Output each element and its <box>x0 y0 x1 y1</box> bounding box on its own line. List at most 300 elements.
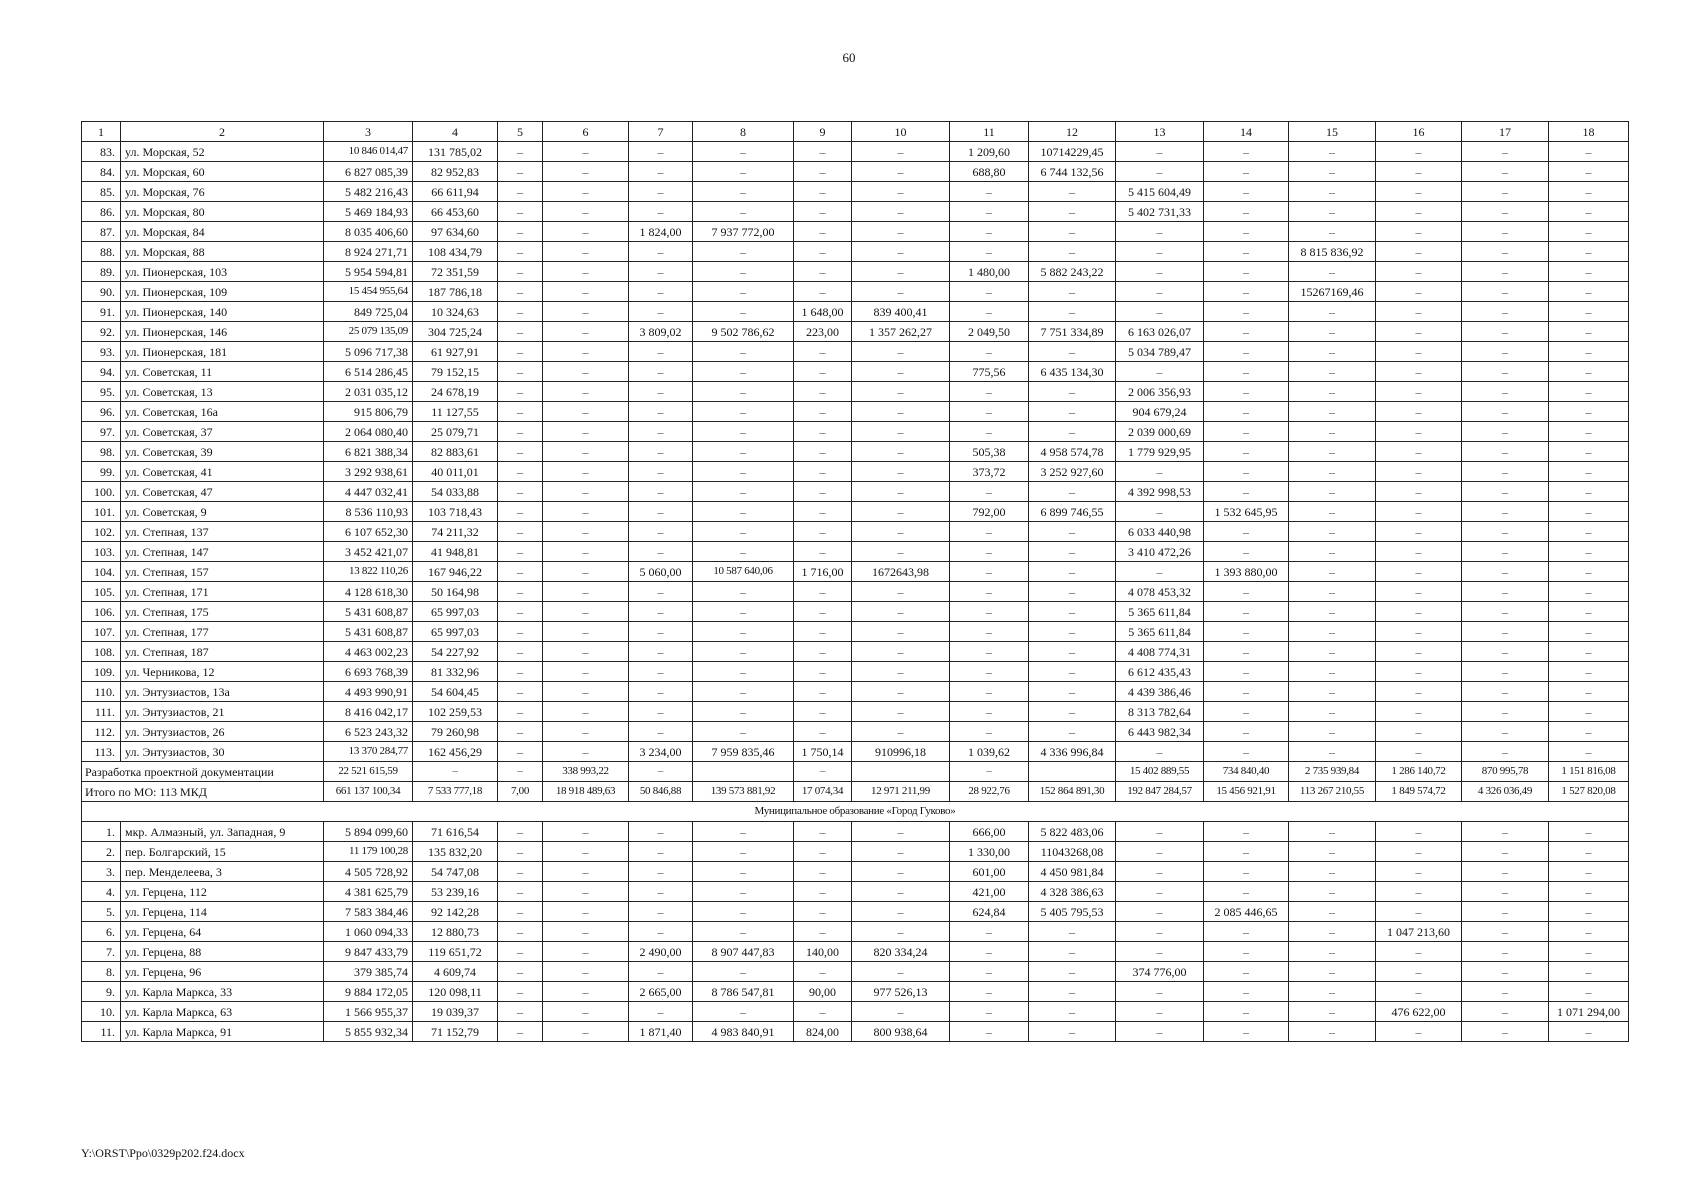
table-cell: 3 452 421,07 <box>324 542 413 562</box>
table-cell: 2 039 000,69 <box>1116 422 1204 442</box>
table-cell: – <box>1116 462 1204 482</box>
table-cell: – <box>1376 162 1462 182</box>
table-cell: – <box>1376 302 1462 322</box>
table-cell: – <box>1462 642 1549 662</box>
table-cell: – <box>1289 922 1376 942</box>
table-cell: – <box>1462 862 1549 882</box>
table-cell: – <box>1204 382 1289 402</box>
table-cell: 2 735 939,84 <box>1289 762 1376 782</box>
table-cell: – <box>1376 382 1462 402</box>
table-cell: – <box>498 562 543 582</box>
table-cell: 223,00 <box>794 322 852 342</box>
table-cell: 4. <box>82 882 121 902</box>
table-cell: – <box>1549 502 1629 522</box>
table-cell: – <box>852 262 950 282</box>
table-cell: 624,84 <box>950 902 1029 922</box>
table-cell: – <box>543 302 629 322</box>
table-cell: – <box>1204 482 1289 502</box>
table-cell: – <box>1549 842 1629 862</box>
table-cell: – <box>1116 262 1204 282</box>
table-cell: – <box>543 342 629 362</box>
table-cell: 4 <box>413 122 498 142</box>
table-row <box>82 682 1629 702</box>
table-cell: – <box>1376 482 1462 502</box>
table-cell: – <box>543 642 629 662</box>
table-cell: – <box>1549 822 1629 842</box>
table-cell: 8 <box>693 122 794 142</box>
table-cell: – <box>1376 522 1462 542</box>
table-cell: – <box>498 842 543 862</box>
table-cell: – <box>1549 542 1629 562</box>
table-cell: – <box>1376 362 1462 382</box>
column-number-row <box>82 122 1629 142</box>
table-cell: – <box>1289 302 1376 322</box>
table-row <box>82 322 1629 342</box>
table-cell: – <box>1204 662 1289 682</box>
table-cell: 6 443 982,34 <box>1116 722 1204 742</box>
table-cell: – <box>629 262 693 282</box>
table-cell: – <box>1376 202 1462 222</box>
table-cell: – <box>794 902 852 922</box>
table-cell: – <box>1289 662 1376 682</box>
table-cell: 10714229,45 <box>1029 142 1116 162</box>
table-cell: ул. Карла Маркса, 33 <box>121 982 324 1002</box>
table-cell: – <box>629 202 693 222</box>
table-cell: 8 035 406,60 <box>324 222 413 242</box>
table-cell: 792,00 <box>950 502 1029 522</box>
table-cell: 9. <box>82 982 121 1002</box>
table-cell: – <box>1376 502 1462 522</box>
table-cell: 81 332,96 <box>413 662 498 682</box>
table-cell: – <box>852 442 950 462</box>
table-cell: ул. Карла Маркса, 91 <box>121 1022 324 1042</box>
table-cell: 1 527 820,08 <box>1549 782 1629 802</box>
table-cell: 5 365 611,84 <box>1116 602 1204 622</box>
table-cell: ул. Степная, 187 <box>121 642 324 662</box>
table-cell: – <box>1462 902 1549 922</box>
table-cell: 12 880,73 <box>413 922 498 942</box>
table-cell: – <box>1029 602 1116 622</box>
table-cell: – <box>1204 402 1289 422</box>
table-cell: – <box>543 202 629 222</box>
table-cell: – <box>1289 502 1376 522</box>
table-cell: – <box>1289 562 1376 582</box>
table-cell: – <box>1462 142 1549 162</box>
table-cell: – <box>794 502 852 522</box>
table-cell: ул. Морская, 80 <box>121 202 324 222</box>
table-cell: 152 864 891,30 <box>1029 782 1116 802</box>
table-cell: – <box>1204 622 1289 642</box>
table-cell: 688,80 <box>950 162 1029 182</box>
table-cell: 7,00 <box>498 782 543 802</box>
table-cell: – <box>1289 982 1376 1002</box>
table-cell: – <box>1204 822 1289 842</box>
total-row <box>82 782 1629 802</box>
table-cell: – <box>629 662 693 682</box>
table-cell: 61 927,91 <box>413 342 498 362</box>
table-cell: 6 827 085,39 <box>324 162 413 182</box>
table-cell: – <box>1289 342 1376 362</box>
table-cell: 9 884 172,05 <box>324 982 413 1002</box>
table-cell: – <box>1462 182 1549 202</box>
table-cell: 2. <box>82 842 121 862</box>
table-cell: 8 786 547,81 <box>693 982 794 1002</box>
table-cell: – <box>1116 862 1204 882</box>
table-cell: – <box>629 342 693 362</box>
table-cell: – <box>1029 962 1116 982</box>
table-cell: – <box>1376 622 1462 642</box>
table-cell: – <box>693 422 794 442</box>
table-cell: – <box>1289 642 1376 662</box>
table-cell: – <box>498 462 543 482</box>
table-cell: – <box>1289 622 1376 642</box>
table-cell: – <box>1549 462 1629 482</box>
table-cell: ул. Советская, 13 <box>121 382 324 402</box>
table-cell: – <box>950 242 1029 262</box>
table-cell: 24 678,19 <box>413 382 498 402</box>
table-cell: – <box>1549 1022 1629 1042</box>
table-cell: – <box>498 322 543 342</box>
table-cell: 4 392 998,53 <box>1116 482 1204 502</box>
table-cell: – <box>1116 742 1204 762</box>
table-row <box>82 362 1629 382</box>
table-cell: – <box>543 422 629 442</box>
table-cell: – <box>1116 822 1204 842</box>
table-cell: – <box>852 382 950 402</box>
table-cell: 22 521 615,59 <box>324 762 413 782</box>
table-cell: – <box>852 242 950 262</box>
table-cell: – <box>1204 682 1289 702</box>
table-cell: 13 822 110,26 <box>324 562 413 582</box>
table-cell: 800 938,64 <box>852 1022 950 1042</box>
table-cell: – <box>1462 622 1549 642</box>
table-cell: 5 034 789,47 <box>1116 342 1204 362</box>
table-cell: 53 239,16 <box>413 882 498 902</box>
table-cell: – <box>1462 382 1549 402</box>
table-cell: – <box>1116 982 1204 1002</box>
table-cell: – <box>1549 482 1629 502</box>
table-cell: – <box>1029 982 1116 1002</box>
table-row <box>82 422 1629 442</box>
table-cell: 1 047 213,60 <box>1376 922 1462 942</box>
table-row <box>82 342 1629 362</box>
table-cell: 50 846,88 <box>629 782 693 802</box>
table-cell: – <box>498 1002 543 1022</box>
table-cell: 6 163 026,07 <box>1116 322 1204 342</box>
table-cell: – <box>1204 1022 1289 1042</box>
table-cell: 11 179 100,28 <box>324 842 413 862</box>
table-cell: – <box>950 582 1029 602</box>
table-cell: – <box>1204 342 1289 362</box>
table-cell: – <box>794 1002 852 1022</box>
table-cell: – <box>1029 282 1116 302</box>
table-cell: – <box>629 282 693 302</box>
table-cell: – <box>794 242 852 262</box>
table-cell: – <box>498 502 543 522</box>
table-cell: – <box>693 642 794 662</box>
table-cell: ул. Энтузиастов, 21 <box>121 702 324 722</box>
table-cell: – <box>498 442 543 462</box>
table-cell: 5 402 731,33 <box>1116 202 1204 222</box>
table-cell: – <box>498 642 543 662</box>
table-cell: 103 718,43 <box>413 502 498 522</box>
table-cell: – <box>543 982 629 1002</box>
table-cell: 1 357 262,27 <box>852 322 950 342</box>
table-cell: – <box>794 642 852 662</box>
table-cell: – <box>543 402 629 422</box>
table-cell: – <box>1462 1002 1549 1022</box>
table-cell: 4 958 574,78 <box>1029 442 1116 462</box>
table-cell: 6 821 388,34 <box>324 442 413 462</box>
table-cell: 10 587 640,06 <box>693 562 794 582</box>
table-cell: – <box>1289 162 1376 182</box>
table-cell: – <box>1376 562 1462 582</box>
table-cell: – <box>629 542 693 562</box>
table-cell: 18 <box>1549 122 1629 142</box>
table-cell: 98. <box>82 442 121 462</box>
table-cell: 5 431 608,87 <box>324 602 413 622</box>
table-row <box>82 962 1629 982</box>
table-cell: – <box>543 882 629 902</box>
table-cell: – <box>1029 402 1116 422</box>
table-cell: – <box>1462 262 1549 282</box>
table-cell: – <box>1549 882 1629 902</box>
table-cell: – <box>852 902 950 922</box>
table-cell: – <box>1289 142 1376 162</box>
table-cell: 16 <box>1376 122 1462 142</box>
table-cell: – <box>794 542 852 562</box>
table-cell: 102 259,53 <box>413 702 498 722</box>
table-cell: – <box>1549 662 1629 682</box>
table-cell: – <box>1549 322 1629 342</box>
table-cell: ул. Энтузиастов, 26 <box>121 722 324 742</box>
table-cell: – <box>1289 482 1376 502</box>
table-cell: – <box>543 582 629 602</box>
table-cell: 104. <box>82 562 121 582</box>
table-cell: 379 385,74 <box>324 962 413 982</box>
table-cell: – <box>1204 142 1289 162</box>
table-cell: – <box>498 262 543 282</box>
table-cell: – <box>1204 522 1289 542</box>
table-cell: 1 209,60 <box>950 142 1029 162</box>
table-cell: – <box>1462 602 1549 622</box>
table-cell: – <box>1462 282 1549 302</box>
table-cell: 601,00 <box>950 862 1029 882</box>
table-cell: – <box>852 182 950 202</box>
table-cell: – <box>950 682 1029 702</box>
table-cell: – <box>852 862 950 882</box>
table-row <box>82 642 1629 662</box>
table-cell: ул. Морская, 60 <box>121 162 324 182</box>
table-row <box>82 742 1629 762</box>
table-cell: 9 <box>794 122 852 142</box>
table-cell: – <box>629 502 693 522</box>
table-cell: 5 855 932,34 <box>324 1022 413 1042</box>
table-cell: – <box>1289 842 1376 862</box>
table-row <box>82 662 1629 682</box>
table-cell: – <box>1549 382 1629 402</box>
table-cell: 82 883,61 <box>413 442 498 462</box>
table-cell: ул. Морская, 84 <box>121 222 324 242</box>
table-cell: – <box>1462 322 1549 342</box>
table-cell: – <box>693 882 794 902</box>
table-cell: 100. <box>82 482 121 502</box>
table-cell: – <box>693 862 794 882</box>
table-cell: – <box>1116 362 1204 382</box>
table-cell: – <box>543 602 629 622</box>
table-cell: 5 822 483,06 <box>1029 822 1116 842</box>
table-cell: – <box>1549 242 1629 262</box>
table-cell: 6 612 435,43 <box>1116 662 1204 682</box>
table-row <box>82 482 1629 502</box>
table-cell: 7 583 384,46 <box>324 902 413 922</box>
table-cell: – <box>794 822 852 842</box>
table-cell: 10 846 014,47 <box>324 142 413 162</box>
table-cell: 8 313 782,64 <box>1116 702 1204 722</box>
table-cell: 839 400,41 <box>852 302 950 322</box>
table-cell: – <box>693 262 794 282</box>
table-cell: 666,00 <box>950 822 1029 842</box>
table-row <box>82 722 1629 742</box>
table-cell: – <box>1289 442 1376 462</box>
table-cell: – <box>629 602 693 622</box>
table-cell: – <box>498 382 543 402</box>
table-cell: ул. Герцена, 64 <box>121 922 324 942</box>
table-cell: – <box>1376 402 1462 422</box>
table-cell: 74 211,32 <box>413 522 498 542</box>
table-cell: – <box>1204 962 1289 982</box>
table-cell: – <box>950 482 1029 502</box>
table-cell: 3 809,02 <box>629 322 693 342</box>
table-cell: 3 252 927,60 <box>1029 462 1116 482</box>
table-cell: – <box>1289 522 1376 542</box>
table-cell: 139 573 881,92 <box>693 782 794 802</box>
table-cell: – <box>1204 882 1289 902</box>
table-cell: – <box>950 182 1029 202</box>
table-cell: – <box>950 922 1029 942</box>
table-cell: – <box>1289 362 1376 382</box>
table-row <box>82 262 1629 282</box>
table-cell: – <box>543 622 629 642</box>
table-cell: ул. Пионерская, 103 <box>121 262 324 282</box>
table-cell: – <box>498 902 543 922</box>
table-cell: 167 946,22 <box>413 562 498 582</box>
table-cell: – <box>852 402 950 422</box>
table-cell: – <box>543 322 629 342</box>
table-cell: – <box>1204 642 1289 662</box>
table-row <box>82 562 1629 582</box>
table-cell: – <box>1289 962 1376 982</box>
table-cell: 25 079 135,09 <box>324 322 413 342</box>
table-cell: – <box>1029 422 1116 442</box>
table-row <box>82 522 1629 542</box>
table-row <box>82 602 1629 622</box>
table-cell: 1 480,00 <box>950 262 1029 282</box>
table-cell: – <box>1462 882 1549 902</box>
table-cell: – <box>543 722 629 742</box>
table-cell: – <box>794 922 852 942</box>
table-cell: 661 137 100,34 <box>324 782 413 802</box>
table-cell: 107. <box>82 622 121 642</box>
table-cell: 4 328 386,63 <box>1029 882 1116 902</box>
table-cell: 54 227,92 <box>413 642 498 662</box>
table-cell: – <box>498 982 543 1002</box>
table-cell <box>1029 762 1116 782</box>
table-cell: – <box>543 542 629 562</box>
table-cell: – <box>1289 182 1376 202</box>
table-cell: – <box>1376 822 1462 842</box>
table-cell: – <box>950 422 1029 442</box>
table-cell: – <box>852 662 950 682</box>
table-cell: – <box>1029 382 1116 402</box>
table-cell: – <box>1549 902 1629 922</box>
table-cell: – <box>693 182 794 202</box>
table-cell: – <box>629 962 693 982</box>
section-header-row <box>82 802 1629 822</box>
table-cell: – <box>794 262 852 282</box>
table-cell: – <box>498 242 543 262</box>
table-cell: 1 750,14 <box>794 742 852 762</box>
table-cell: 904 679,24 <box>1116 402 1204 422</box>
table-cell: 1 648,00 <box>794 302 852 322</box>
table-cell: – <box>1029 722 1116 742</box>
table-cell: 12 <box>1029 122 1116 142</box>
table-cell: 915 806,79 <box>324 402 413 422</box>
table-row <box>82 182 1629 202</box>
table-cell: – <box>1376 882 1462 902</box>
table-cell: 5 894 099,60 <box>324 822 413 842</box>
table-cell: – <box>543 262 629 282</box>
table-cell: – <box>1204 162 1289 182</box>
table-cell: – <box>1549 982 1629 1002</box>
table-cell: – <box>413 762 498 782</box>
table-cell: – <box>498 162 543 182</box>
table-cell: – <box>1029 342 1116 362</box>
table-cell: – <box>1376 742 1462 762</box>
table-cell: – <box>1549 402 1629 422</box>
table-cell: – <box>1462 1022 1549 1042</box>
table-cell: 54 033,88 <box>413 482 498 502</box>
table-cell: – <box>629 922 693 942</box>
table-cell: – <box>1549 962 1629 982</box>
table-cell: – <box>629 362 693 382</box>
table-cell: – <box>852 542 950 562</box>
table-cell: – <box>1204 982 1289 1002</box>
table-cell: ул. Черникова, 12 <box>121 662 324 682</box>
table-cell: 849 725,04 <box>324 302 413 322</box>
table-cell: – <box>794 702 852 722</box>
table-cell: – <box>543 502 629 522</box>
table-cell: – <box>1029 682 1116 702</box>
table-row <box>82 842 1629 862</box>
table-cell: – <box>1549 562 1629 582</box>
table-body <box>82 122 1629 1042</box>
table-cell: 90. <box>82 282 121 302</box>
table-cell: – <box>950 1002 1029 1022</box>
table-cell: 9 847 433,79 <box>324 942 413 962</box>
table-cell: 6 435 134,30 <box>1029 362 1116 382</box>
table-cell: 5 415 604,49 <box>1116 182 1204 202</box>
table-cell: – <box>1549 302 1629 322</box>
table-cell: – <box>1029 202 1116 222</box>
table-cell: – <box>1204 602 1289 622</box>
table-cell: 7 751 334,89 <box>1029 322 1116 342</box>
table-cell: – <box>794 622 852 642</box>
table-cell: ул. Советская, 41 <box>121 462 324 482</box>
table-cell: – <box>1029 522 1116 542</box>
table-cell: – <box>1289 1002 1376 1022</box>
table-cell: – <box>1462 442 1549 462</box>
